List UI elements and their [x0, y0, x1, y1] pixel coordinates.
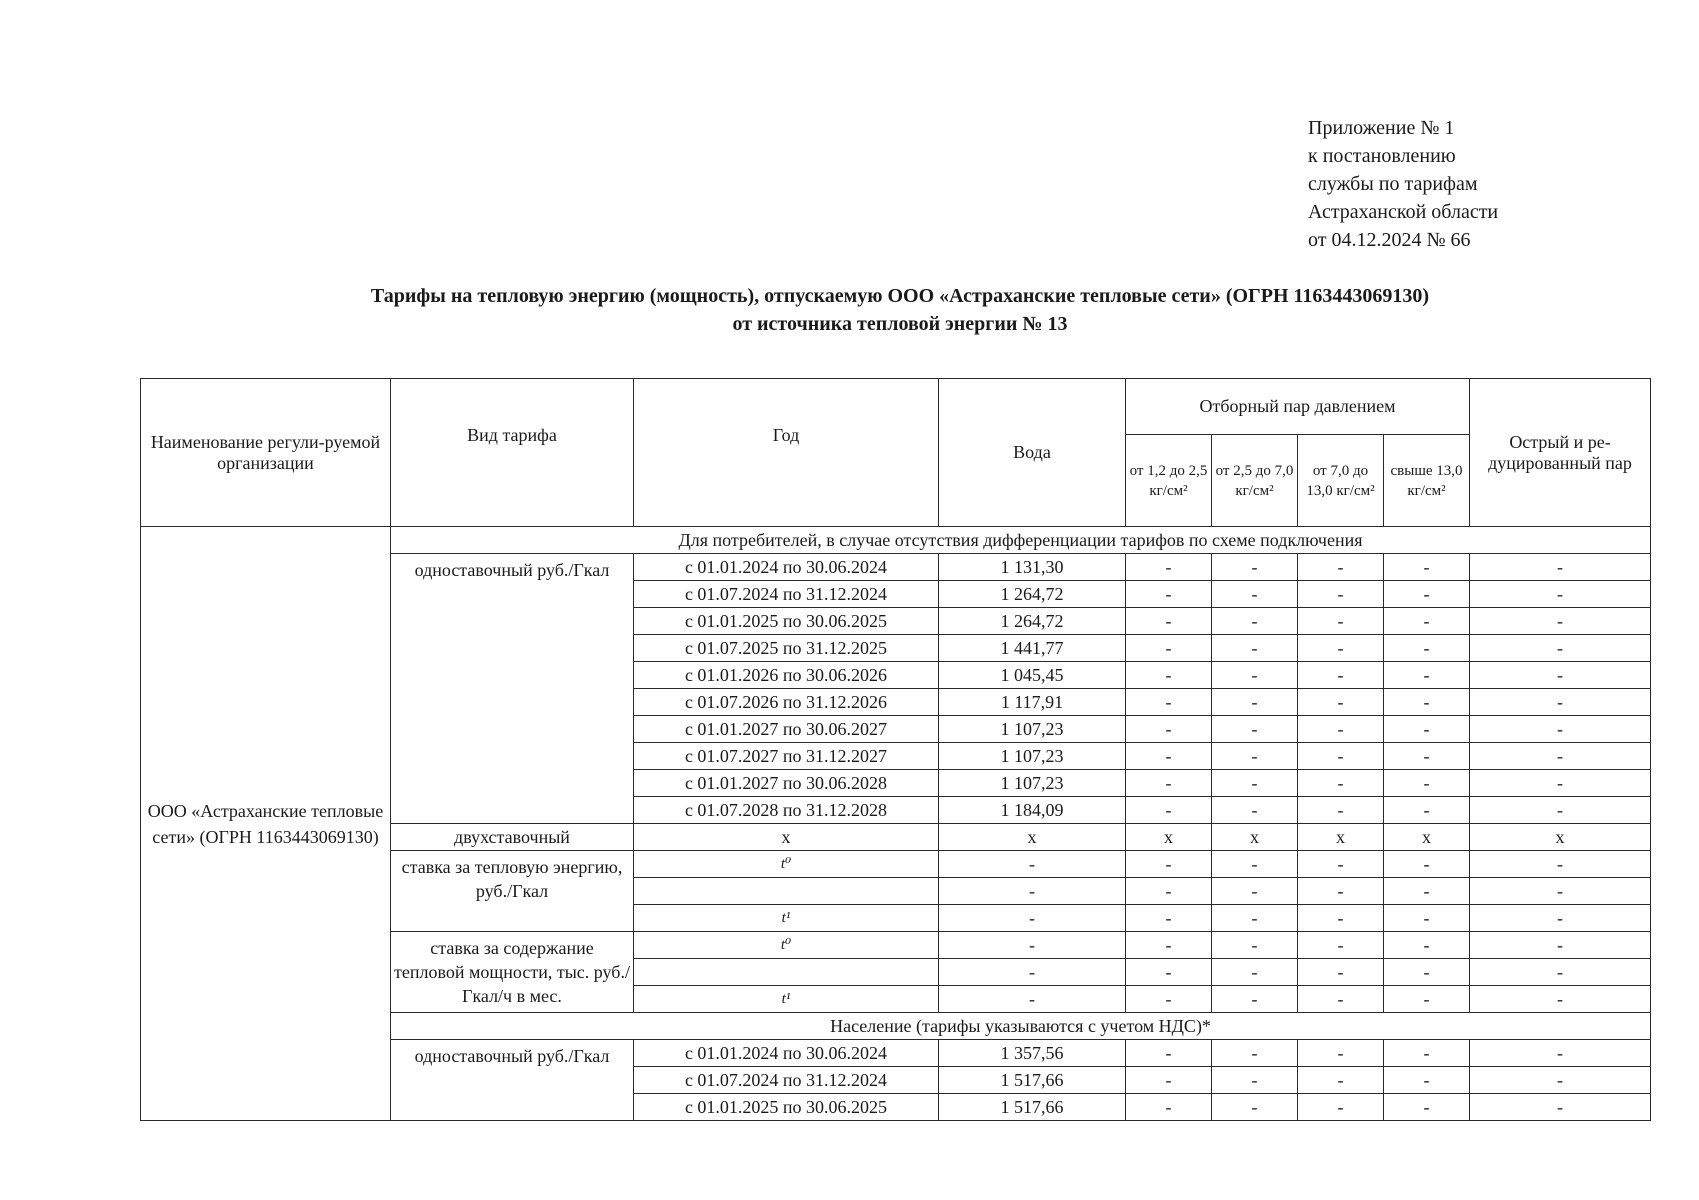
x-cell: x — [939, 824, 1126, 851]
dash-cell: - — [1212, 1094, 1298, 1121]
dash-cell: - — [1212, 770, 1298, 797]
section-title-consumers: Для потребителей, в случае отсутствия дифференциации тарифов по схеме подключения — [391, 527, 1651, 554]
dash-cell: - — [1470, 878, 1651, 905]
dash-cell: - — [1212, 851, 1298, 878]
appendix-line: Астраханской области — [1308, 201, 1499, 223]
dash-cell: - — [1384, 878, 1470, 905]
period-cell: с 01.07.2026 по 31.12.2026 — [634, 689, 939, 716]
dash-cell: - — [1384, 1067, 1470, 1094]
header-steam-4: свыше 13,0 кг/см² — [1384, 435, 1470, 527]
dash-cell: - — [1470, 1040, 1651, 1067]
dash-cell: - — [1384, 770, 1470, 797]
dash-cell: - — [1212, 716, 1298, 743]
dash-cell: - — [1212, 689, 1298, 716]
dash-cell: - — [1212, 986, 1298, 1013]
dash-cell: - — [1126, 797, 1212, 824]
water-value: 1 357,56 — [939, 1040, 1126, 1067]
header-org: Наименование регули-руемой организации — [141, 379, 391, 527]
dash-cell: - — [1212, 905, 1298, 932]
dash-cell: - — [1212, 932, 1298, 959]
dash-cell: - — [1470, 743, 1651, 770]
dash-cell: - — [1384, 554, 1470, 581]
period-cell: с 01.01.2027 по 30.06.2028 — [634, 770, 939, 797]
dash-cell: - — [1298, 986, 1384, 1013]
dash-cell: - — [1126, 878, 1212, 905]
water-value: - — [939, 851, 1126, 878]
period-symbol — [634, 959, 939, 986]
dash-cell: - — [1470, 905, 1651, 932]
dash-cell: - — [1470, 689, 1651, 716]
dash-cell: - — [1470, 1094, 1651, 1121]
dash-cell: - — [1298, 608, 1384, 635]
single-rate-label: одноставочный руб./Гкал — [391, 1040, 634, 1121]
title-line-2: от источника тепловой энергии № 13 — [732, 313, 1068, 335]
period-symbol: t⁰ — [634, 932, 939, 959]
dash-cell: - — [1384, 581, 1470, 608]
dash-cell: - — [1298, 662, 1384, 689]
water-value: - — [939, 986, 1126, 1013]
dash-cell: - — [1212, 959, 1298, 986]
dash-cell: - — [1470, 716, 1651, 743]
dash-cell: - — [1298, 1040, 1384, 1067]
x-cell: x — [634, 824, 939, 851]
period-cell: с 01.01.2025 по 30.06.2025 — [634, 608, 939, 635]
water-value: 1 517,66 — [939, 1067, 1126, 1094]
two-rate-label: двухставочный — [391, 824, 634, 851]
dash-cell: - — [1126, 1040, 1212, 1067]
dash-cell: - — [1126, 743, 1212, 770]
header-sharp-steam: Острый и ре-дуцированный пар — [1470, 379, 1651, 527]
dash-cell: - — [1298, 878, 1384, 905]
period-cell: с 01.01.2024 по 30.06.2024 — [634, 1040, 939, 1067]
dash-cell: - — [1126, 932, 1212, 959]
dash-cell: - — [1470, 959, 1651, 986]
dash-cell: - — [1384, 635, 1470, 662]
dash-cell: - — [1384, 608, 1470, 635]
dash-cell: - — [1126, 1094, 1212, 1121]
appendix-line: к постановлению — [1308, 145, 1456, 167]
capacity-rate-label: ставка за содержание тепловой мощности, тыс. руб./Гкал/ч в мес. — [391, 932, 634, 1013]
tariff-table — [140, 378, 1651, 1121]
x-cell: x — [1126, 824, 1212, 851]
dash-cell: - — [1212, 1040, 1298, 1067]
water-value: 1 117,91 — [939, 689, 1126, 716]
dash-cell: - — [1126, 554, 1212, 581]
dash-cell: - — [1384, 851, 1470, 878]
dash-cell: - — [1212, 1067, 1298, 1094]
appendix-line: службы по тарифам — [1308, 173, 1478, 195]
water-value: 1 184,09 — [939, 797, 1126, 824]
dash-cell: - — [1470, 662, 1651, 689]
document-title — [200, 282, 1600, 338]
dash-cell: - — [1212, 608, 1298, 635]
dash-cell: - — [1126, 608, 1212, 635]
dash-cell: - — [1126, 851, 1212, 878]
dash-cell: - — [1470, 932, 1651, 959]
x-cell: x — [1470, 824, 1651, 851]
dash-cell: - — [1298, 1094, 1384, 1121]
dash-cell: - — [1298, 581, 1384, 608]
dash-cell: - — [1384, 689, 1470, 716]
dash-cell: - — [1212, 554, 1298, 581]
dash-cell: - — [1298, 770, 1384, 797]
water-value: - — [939, 959, 1126, 986]
dash-cell: - — [1212, 878, 1298, 905]
dash-cell: - — [1126, 959, 1212, 986]
header-tariff-type: Вид тарифа — [391, 379, 634, 527]
dash-cell: - — [1298, 797, 1384, 824]
dash-cell: - — [1126, 905, 1212, 932]
period-symbol: t¹ — [634, 986, 939, 1013]
water-value: 1 131,30 — [939, 554, 1126, 581]
period-cell: с 01.01.2025 по 30.06.2025 — [634, 1094, 939, 1121]
dash-cell: - — [1126, 662, 1212, 689]
period-cell: с 01.01.2024 по 30.06.2024 — [634, 554, 939, 581]
dash-cell: - — [1470, 770, 1651, 797]
water-value: 1 045,45 — [939, 662, 1126, 689]
header-year: Год — [634, 379, 939, 527]
period-cell: с 01.07.2028 по 31.12.2028 — [634, 797, 939, 824]
dash-cell: - — [1212, 743, 1298, 770]
water-value: 1 264,72 — [939, 608, 1126, 635]
period-cell: с 01.01.2027 по 30.06.2027 — [634, 716, 939, 743]
period-symbol: t⁰ — [634, 851, 939, 878]
period-cell: с 01.07.2025 по 31.12.2025 — [634, 635, 939, 662]
appendix-line: Приложение № 1 — [1308, 117, 1455, 139]
header-steam-2: от 2,5 до 7,0 кг/см² — [1212, 435, 1298, 527]
dash-cell: - — [1126, 770, 1212, 797]
dash-cell: - — [1298, 635, 1384, 662]
water-value: - — [939, 932, 1126, 959]
header-steam-1: от 1,2 до 2,5 кг/см² — [1126, 435, 1212, 527]
dash-cell: - — [1126, 689, 1212, 716]
dash-cell: - — [1470, 851, 1651, 878]
dash-cell: - — [1384, 986, 1470, 1013]
dash-cell: - — [1298, 905, 1384, 932]
dash-cell: - — [1126, 635, 1212, 662]
single-rate-label: одноставочный руб./Гкал — [391, 554, 634, 824]
water-value: - — [939, 878, 1126, 905]
period-cell: с 01.07.2024 по 31.12.2024 — [634, 581, 939, 608]
dash-cell: - — [1126, 581, 1212, 608]
header-steam-group: Отборный пар давлением — [1126, 379, 1470, 435]
dash-cell: - — [1212, 797, 1298, 824]
dash-cell: - — [1384, 797, 1470, 824]
dash-cell: - — [1470, 797, 1651, 824]
dash-cell: - — [1470, 986, 1651, 1013]
section-title-population: Население (тарифы указываются с учетом НДС)* — [391, 1013, 1651, 1040]
water-value: 1 107,23 — [939, 770, 1126, 797]
water-value: 1 517,66 — [939, 1094, 1126, 1121]
x-cell: x — [1298, 824, 1384, 851]
x-cell: x — [1212, 824, 1298, 851]
dash-cell: - — [1212, 581, 1298, 608]
dash-cell: - — [1298, 851, 1384, 878]
dash-cell: - — [1298, 932, 1384, 959]
water-value: 1 107,23 — [939, 743, 1126, 770]
dash-cell: - — [1470, 608, 1651, 635]
appendix-block — [1308, 114, 1498, 254]
period-cell: с 01.01.2026 по 30.06.2026 — [634, 662, 939, 689]
water-value: 1 107,23 — [939, 716, 1126, 743]
x-cell: x — [1384, 824, 1470, 851]
period-cell: с 01.07.2024 по 31.12.2024 — [634, 1067, 939, 1094]
title-line-1: Тарифы на тепловую энергию (мощность), отпускаемую ООО «Астраханские тепловые сети» (ОГРН 1163443069130) — [370, 285, 1430, 307]
header-water: Вода — [939, 379, 1126, 527]
period-symbol — [634, 878, 939, 905]
dash-cell: - — [1298, 743, 1384, 770]
dash-cell: - — [1298, 959, 1384, 986]
header-steam-3: от 7,0 до 13,0 кг/см² — [1298, 435, 1384, 527]
dash-cell: - — [1384, 662, 1470, 689]
dash-cell: - — [1298, 1067, 1384, 1094]
dash-cell: - — [1384, 1040, 1470, 1067]
dash-cell: - — [1384, 959, 1470, 986]
dash-cell: - — [1470, 581, 1651, 608]
dash-cell: - — [1126, 716, 1212, 743]
water-value: 1 441,77 — [939, 635, 1126, 662]
dash-cell: - — [1470, 635, 1651, 662]
dash-cell: - — [1470, 554, 1651, 581]
dash-cell: - — [1212, 635, 1298, 662]
dash-cell: - — [1126, 1067, 1212, 1094]
dash-cell: - — [1384, 932, 1470, 959]
dash-cell: - — [1298, 689, 1384, 716]
dash-cell: - — [1384, 716, 1470, 743]
period-symbol: t¹ — [634, 905, 939, 932]
appendix-line: от 04.12.2024 № 66 — [1308, 229, 1471, 251]
org-name-cell: ООО «Астраханские тепловые сети» (ОГРН 1163443069130) — [141, 527, 391, 1121]
dash-cell: - — [1470, 1067, 1651, 1094]
dash-cell: - — [1384, 743, 1470, 770]
period-cell: с 01.07.2027 по 31.12.2027 — [634, 743, 939, 770]
water-value: - — [939, 905, 1126, 932]
dash-cell: - — [1384, 905, 1470, 932]
dash-cell: - — [1126, 986, 1212, 1013]
dash-cell: - — [1384, 1094, 1470, 1121]
dash-cell: - — [1298, 554, 1384, 581]
energy-rate-label: ставка за тепловую энергию, руб./Гкал — [391, 851, 634, 932]
dash-cell: - — [1212, 662, 1298, 689]
water-value: 1 264,72 — [939, 581, 1126, 608]
dash-cell: - — [1298, 716, 1384, 743]
